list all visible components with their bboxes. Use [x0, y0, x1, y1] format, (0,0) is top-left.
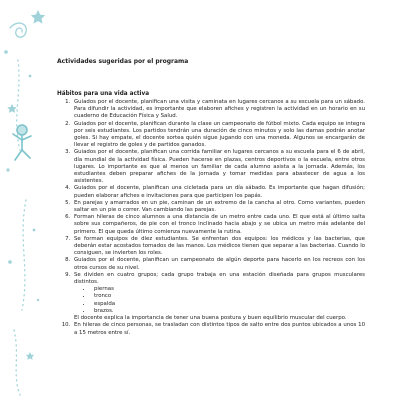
list-item	[72, 272, 365, 322]
list-item: 3. Guiados por el docente, planifican una corrida familiar en lugares cercanos a su escuela para el 6 de abril, día mundial de la actividad física. Pueden hacerse en plazas, centros deportivos o la escuela, entre otros lugares. Lo importante es que al menos un familiar de cada alumno asista a la jornada. Además, los estudiantes deben preparar afiches de la jornada y tomar medidas para abastecer de agua a los asistentes.	[72, 149, 365, 185]
document-page	[57, 58, 365, 337]
star-icon	[7, 104, 17, 113]
muscle-group-list	[74, 286, 365, 315]
muscle-group-item: • brazos.	[92, 308, 365, 315]
dotted-line-decoration	[22, 200, 26, 310]
dotted-line-decoration	[17, 60, 20, 150]
list-item: 5. En parejas y amarrados en un pie, caminan de un extremo de la cancha al otro. Como variantes, pueden saltar en un pie o correr. Van cambiando las parejas.	[72, 200, 365, 214]
list-item: 10. En hileras de cinco personas, se trasladan con distintos tipos de salto entre dos puntos ubicados a unos 10 a 15 metros entre sí.	[72, 322, 365, 336]
list-item: 2. Guiados por el docente, planifican durante la clase un campeonato de fútbol mixto. Cada equipo se integra por seis estudiantes. Los partidos tendrán una duración de cinco minutos y solo las damas podrán anotar goles. Si hay empate, el docente sortea quién sigue jugando con una moneda. Algunos se encargarán de llevar el registro de goles y de partidos ganados.	[72, 121, 365, 150]
star-icon	[26, 352, 34, 360]
star-icon	[31, 10, 45, 24]
activity-list	[57, 99, 365, 337]
muscle-group-item: • tronco	[92, 293, 365, 300]
list-item: 4. Guiados por el docente, planifican una cicletada para un día sábado. Es importante que hagan difusión; pueden elaborar afiches e invitaciones para que participen los papás.	[72, 185, 365, 199]
document-title: Actividades sugeridas por el programa	[57, 58, 189, 65]
list-item: 1. Guiados por el docente, planifican una visita y caminata en lugares cercanos a su escuela para un sábado. Para difundir la actividad, es importante que elaboren afiches y registren la actividad en un horario en su cuaderno de Educación Física y Salud.	[72, 99, 365, 121]
section-heading: Hábitos para una vida activa	[57, 91, 150, 97]
swirl-decoration	[10, 23, 26, 37]
list-item: 8. Guiados por el docente, planifican un campeonato de algún deporte para hacerlo en los recreos con los otros cursos de su nivel.	[72, 257, 365, 271]
muscle-group-item: • piernas	[92, 286, 365, 293]
list-item-note: El docente explica la importancia de tener una buena postura y buen equilibrio muscular del cuerpo.	[74, 315, 347, 322]
dotted-line-decoration	[14, 330, 20, 395]
list-item: 6. Forman hileras de cinco alumnos a una distancia de un metro entre cada uno. El que está al último salta sobre sus compañeros, de pie con el tronco inclinado hacia abajo y se ubica un metro más adelante del primero. El que queda último comienza nuevamente la rutina.	[72, 214, 365, 236]
list-item-text: Se dividen en cuatro grupos; cada grupo trabaja en una estación diseñada para grupos musculares distintos.	[74, 271, 365, 286]
list-item: 7. Se forman equipos de diez estudiantes. Se enfrentan dos equipos: los médicos y las bacterias, que deberán estar acostados tomados de las manos. Los médicos tienen que separar a las bacterias. Cuando lo consiguen, se invierten los roles.	[72, 236, 365, 258]
child-figure-icon	[13, 125, 31, 160]
muscle-group-item: • espalda	[92, 301, 365, 308]
